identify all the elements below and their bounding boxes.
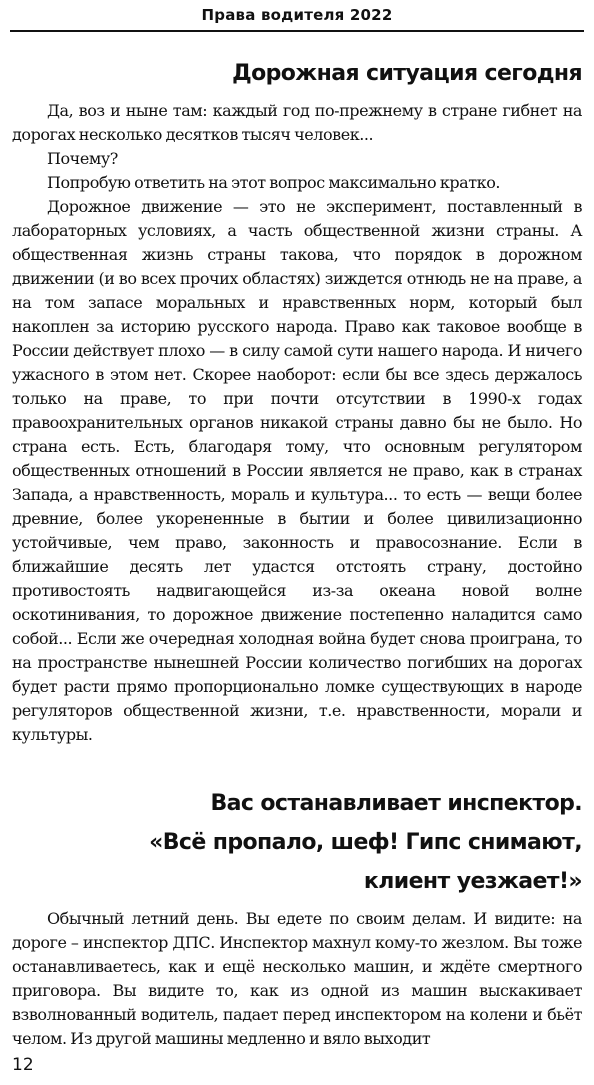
paragraph: Да, воз и ныне там: каждый год по-прежнему в стране гибнет на дорогах несколько десятков тысяч человек... (12, 101, 582, 144)
section-title-line: Вас останавливает инспектор. (210, 791, 582, 816)
paragraph: Дорожное движение — это не эксперимент, поставленный в лабораторных условиях, а часть общественной жизни страны. А общественная жизнь страны такова, что порядок в дорожном движении (и во всех прочих областях) зиждется отнюдь не на праве, а на том запасе моральных и нравственных норм, который был накоплен за историю русского народа. Право как таковое вообще в России действует плохо — в силу самой сути нашего народа. И ничего ужасного в этом нет. Скорее наоборот: если бы все здесь держалось только на праве, то при почти отсутствии в 1990-х годах правоохранительных органов никакой страны давно бы не было. Но страна есть. Есть, благодаря тому, что основным регулятором общественных отношений в России является не право, как в странах Запада, а нравственность, мораль и культура... то есть — вещи более древние, более укорененные в бытии и более цивилизационно устойчивые, чем право, законность и правосознание. Если в ближайшие десять лет удастся отстоять страну, достойно противостоять надвигающейся из-за океана новой волне оскотинивания, то дорожное движение постепенно наладится само собой... Если же очередная холодная война будет снова проиграна, то на пространстве нынешней России количество погибших на дорогах будет расти прямо пропорционально ломке существующих в народе регуляторов общественной жизни, т.е. нравственности, морали и культуры. (12, 197, 582, 744)
section-title: Дорожная ситуация сегодня (232, 61, 582, 86)
paragraph: Попробую ответить на этот вопрос максимально кратко. (47, 173, 501, 192)
section-title-line: клиент уезжает!» (363, 869, 582, 894)
section-title (149, 784, 582, 901)
section-body (12, 99, 582, 747)
paragraph: Обычный летний день. Вы едете по своим делам. И видите: на дороге – инспектор ДПС. Инспектор махнул кому-то жезлом. Вы тоже останавливаетесь, как и ещё несколько машин, и ждёте смертного приговора. Вы видите то, как из одной из машин выскакивает взволнованный водитель, падает перед инспектором на колени и бьёт челом. Из другой машины медленно и вяло выходит (12, 909, 582, 1048)
paragraph: Почему? (47, 149, 118, 168)
section-title-line: «Всё пропало, шеф! Гипс снимают, (149, 830, 582, 855)
running-head: Права водителя 2022 (10, 0, 584, 32)
section-body (12, 907, 582, 1051)
page-number: 12 (12, 1055, 34, 1075)
